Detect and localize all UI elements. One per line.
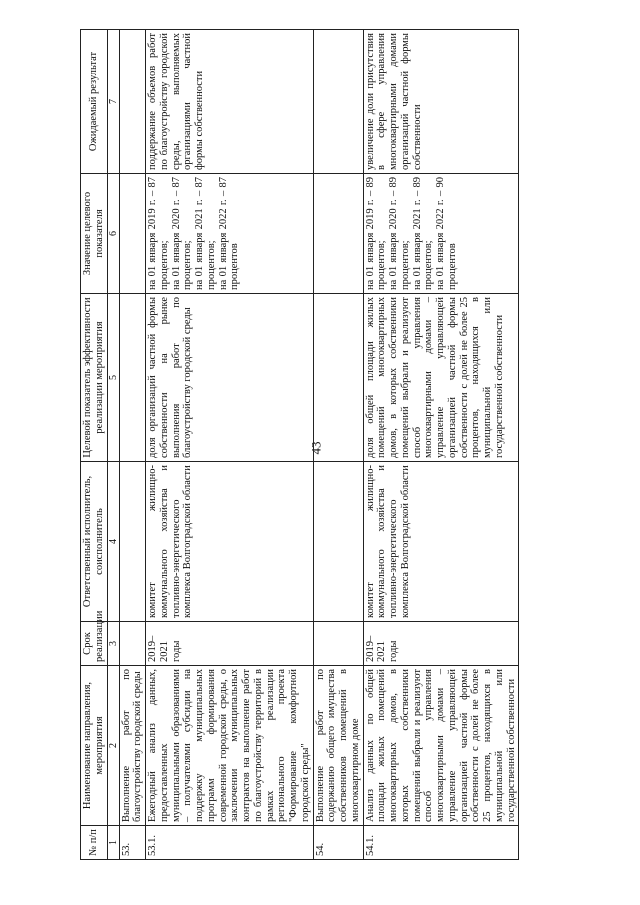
row-name: Ежегодный анализ данных, предоставленных муниципальными образованиями – получателями субсидии на поддержку муниципальных программ формирования современной городской среды, о заключении муниципальных контрактов на выполнение работ по благоустройству территорий в рамках реализации регионального проекта "Формирование комфортной городской среды" <box>146 666 314 826</box>
col-number: 4 <box>107 462 119 622</box>
row-values <box>119 174 146 294</box>
header-responsible: Ответственный исполнитель, соисполнитель <box>81 462 108 622</box>
col-number: 5 <box>107 294 119 462</box>
row-name: Анализ данных по общей площади жилых помещений многоквартирных домов, в которых собственники помещений выбрали и реализуют способ управления многоквартирными домами – управление управляющей организацией частной формы собственности с долей не более 25 процентов, находящихся в муниципальной или государственной собственности <box>363 666 519 826</box>
row-indicator: доля общей площади жилых помещений многоквартирных домов, в которых собственники помещений выбрали и реализуют способ управления многоквартирными домами – управление управляющей организацией частной формы собственности с долей не более 25 процентов, находящихся в муниципальной или государственной собственности <box>363 294 519 462</box>
value-line: на 01 января 2022 г. – 87 процентов <box>217 177 241 290</box>
value-line: на 01 января 2020 г. – 87 процентов; <box>170 177 194 290</box>
row-values <box>313 174 363 294</box>
row-term: 2019–2021 годы <box>146 622 314 666</box>
table-row <box>119 30 146 860</box>
value-line: на 01 января 2019 г. – 89 процентов; <box>364 177 388 290</box>
rotated-table-wrapper <box>80 30 620 860</box>
header-indicator: Целевой показатель эффективности реализации мероприятия <box>81 294 108 462</box>
row-term <box>313 622 363 666</box>
header-num: № п/п <box>81 826 108 860</box>
row-indicator <box>119 294 146 462</box>
page-number: 43 <box>308 441 324 455</box>
row-result <box>313 30 363 174</box>
value-line: на 01 января 2022 г. – 90 процентов <box>435 177 458 290</box>
col-number: 3 <box>107 622 119 666</box>
value-line: на 01 января 2021 г. – 87 процентов; <box>194 177 217 290</box>
row-num: 53.1. <box>146 826 314 860</box>
col-number: 7 <box>107 30 119 174</box>
row-responsible: комитет жилищно-коммунального хозяйства и топливно-энергетического комплекса Волгоградской области <box>146 462 314 622</box>
row-result: поддержание объемов работ по благоустройству городской среды, выполняемых организациями частной формы собственности <box>146 30 314 174</box>
row-responsible: комитет жилищно-коммунального хозяйства и топливно-энергетического комплекса Волгоградской области <box>363 462 519 622</box>
header-result: Ожидаемый результат <box>81 30 108 174</box>
row-values <box>146 174 314 294</box>
value-line: на 01 января 2020 г. – 89 процентов; <box>388 177 411 290</box>
col-number: 2 <box>107 666 119 826</box>
measures-table <box>80 29 519 860</box>
row-num: 54.1. <box>363 826 519 860</box>
row-values <box>363 174 519 294</box>
row-responsible <box>313 462 363 622</box>
row-indicator <box>313 294 363 462</box>
row-name: Выполнение работ по содержанию общего имущества собственников помещений в многоквартирном доме <box>313 666 363 826</box>
table-row <box>313 30 363 860</box>
row-num: 54. <box>313 826 363 860</box>
header-term: Срок реализации <box>81 622 108 666</box>
value-line: на 01 января 2021 г. – 89 процентов; <box>411 177 435 290</box>
header-value: Значение целевого показателя <box>81 174 108 294</box>
col-number: 6 <box>107 174 119 294</box>
header-row <box>81 30 108 860</box>
row-result <box>119 30 146 174</box>
header-name: Наименование направления, мероприятия <box>81 666 108 826</box>
col-number: 1 <box>107 826 119 860</box>
row-result: увеличение доли присутствия в сфере управления многоквартирными домами организаций частной формы собственности <box>363 30 519 174</box>
column-number-row <box>107 30 119 860</box>
row-indicator: доля организаций частной формы собственности на рынке выполнения работ по благоустройству городской среды <box>146 294 314 462</box>
row-name: Выполнение работ по благоустройству городской среды <box>119 666 146 826</box>
table-row <box>363 30 519 860</box>
row-num: 53. <box>119 826 146 860</box>
row-term: 2019–2021 годы <box>363 622 519 666</box>
table-row <box>146 30 314 860</box>
row-responsible <box>119 462 146 622</box>
row-term <box>119 622 146 666</box>
value-line: на 01 января 2019 г. – 87 процентов; <box>147 177 170 290</box>
